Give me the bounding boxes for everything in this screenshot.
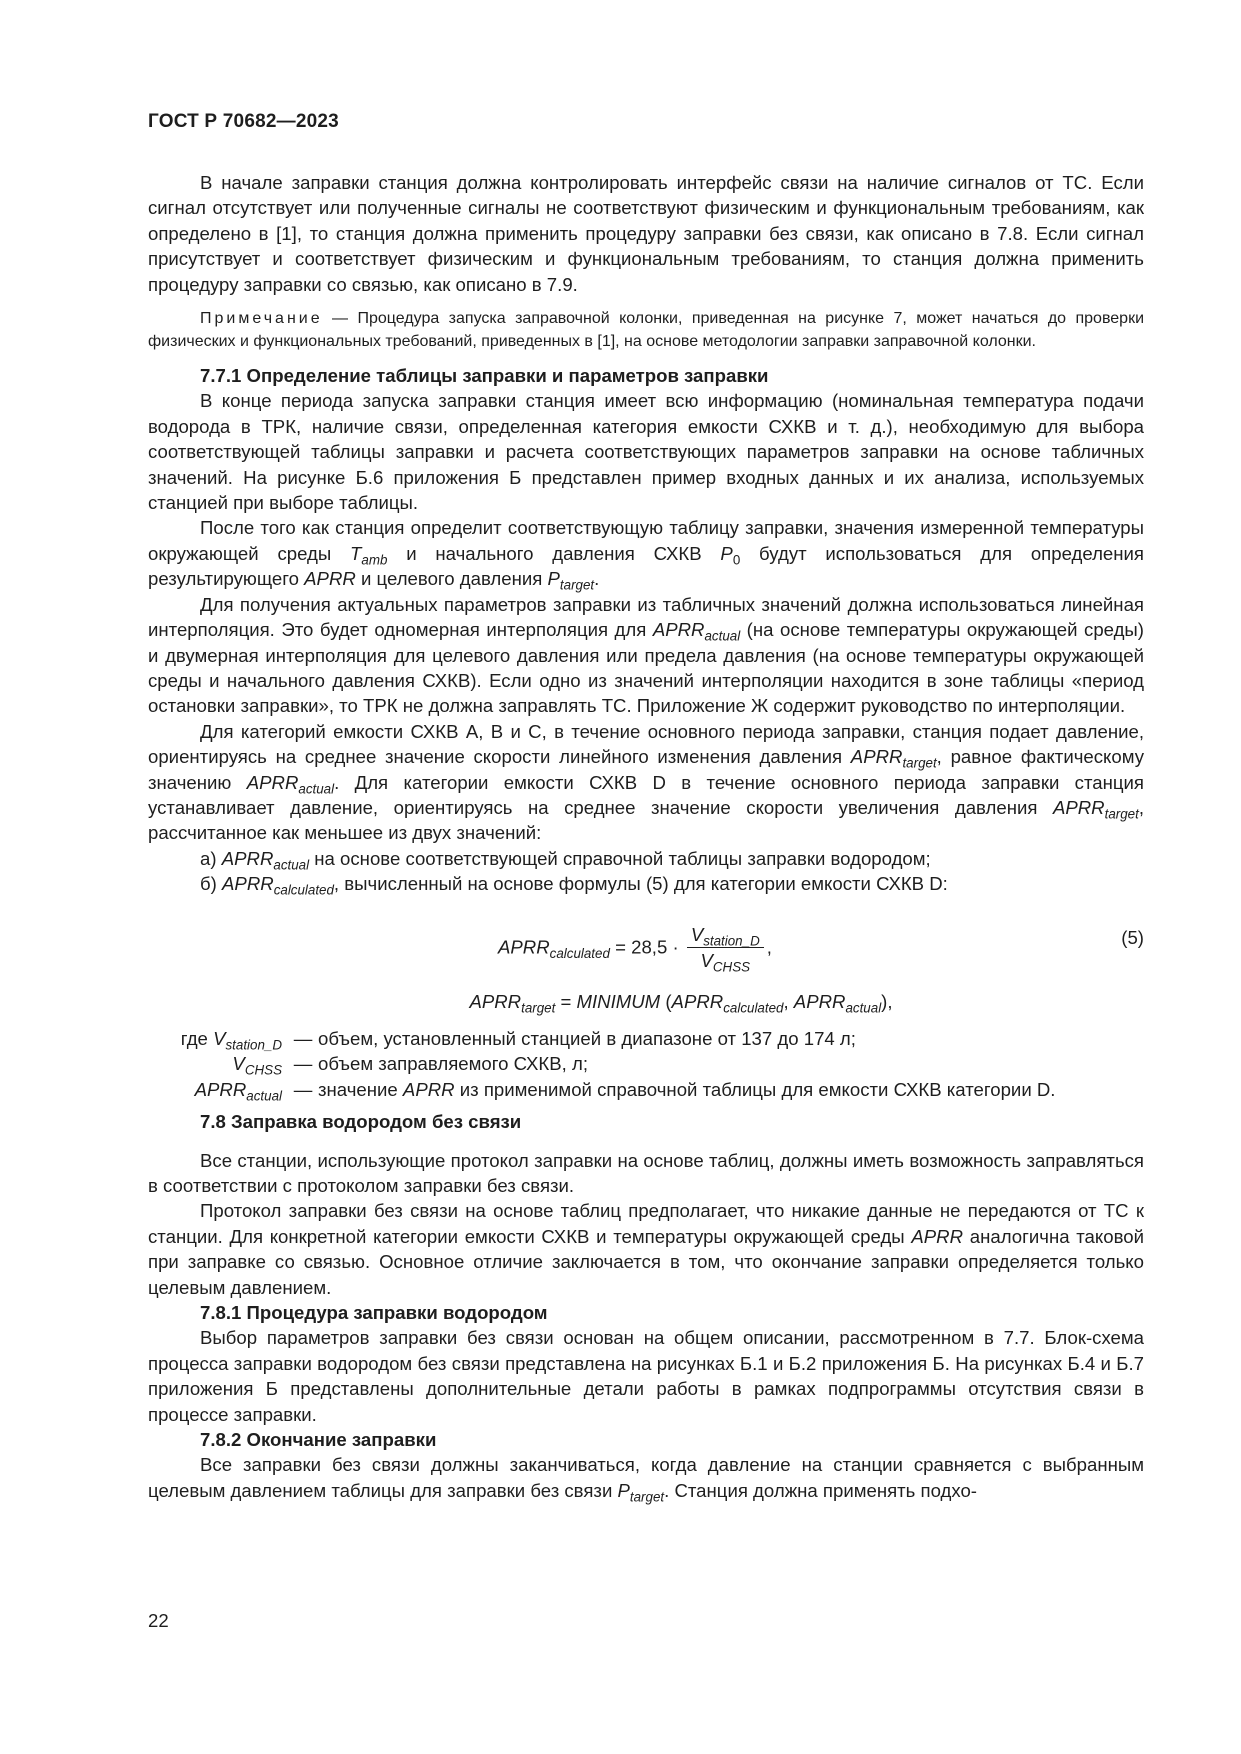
symbol-aprr: APRR (850, 746, 903, 768)
text-run: равное фактическому значению (148, 746, 1145, 793)
page-number: 22 (148, 1610, 169, 1631)
symbol-aprr: APRR (221, 847, 274, 869)
subscript-target: target (629, 1489, 665, 1505)
fraction-numerator (687, 923, 764, 948)
list-marker: а) (200, 847, 217, 869)
symbol-v: V (213, 1027, 226, 1049)
comma: , (887, 990, 893, 1012)
note-label: Примечание (200, 310, 323, 328)
text-run: Протокол заправки без связи на основе таблиц предполагает, что никакие данные не передаются от ТС к станции. Для конкретной категории емкости СХКВ и температуры окружающей среды (148, 1200, 1144, 1247)
symbol-aprr: APRR (222, 873, 274, 895)
symbol-p: P (617, 1479, 630, 1501)
period: . (594, 568, 600, 590)
where-prefix: где (180, 1027, 208, 1049)
period: . (664, 1479, 670, 1501)
paragraph-parameter-selection: Выбор параметров заправки без связи основан на общем описании, рассмотренном в 7.7. Блок-схема процесса заправки водородом без связи представлена на рисунках Б.1 и Б.2 приложения Б. На рисунках Б.4 и Б.7 приложения Б представлены дополнительные детали работы в рамках подпрограммы отсутствия связи в процессе заправки. (148, 1327, 1144, 1425)
text-run: Для категорий емкости СХКВ А, В и С, в течение основного периода заправки, станция подает давление, ориентируясь на среднее значение скорости линейного изменения давления (148, 720, 1144, 768)
paragraph-all-stations: Все станции, использующие протокол заправки на основе таблиц, должны иметь возможность заправляться в соответствии с протоколом заправки без связи. (148, 1149, 1144, 1196)
symbol-aprr: APRR (304, 568, 356, 590)
text-run: Для категории емкости СХКВ D в течение основного периода заправки станция устанавливает давление, ориентируясь на среднее значение скорости увеличения давления (148, 771, 1145, 818)
comma: , (333, 873, 340, 895)
standard-header: ГОСТ Р 70682—2023 (148, 111, 339, 132)
comma: , (766, 935, 772, 957)
comma: , (783, 990, 789, 1012)
symbol-aprr: APRR (469, 990, 522, 1012)
subscript-actual: actual (246, 1088, 282, 1104)
section-heading-7-7-1: 7.7.1 Определение таблицы заправки и параметров заправки (200, 365, 769, 387)
paragraph-table-selected (148, 515, 1144, 591)
text-run: вычисленный на основе формулы (5) для категории емкости СХКВ D: (339, 873, 948, 895)
definition-dash: — (293, 1027, 313, 1049)
subscript-zero: 0 (732, 552, 741, 568)
subscript-target: target (902, 755, 937, 771)
symbol-minimum: MINIMUM (576, 990, 661, 1012)
text-run: Все заправки без связи должны заканчиваться, когда давление на станции сравняется с выбранным целевым давлением таблицы для заправки без связи (148, 1454, 1144, 1501)
symbol-aprr: APRR (194, 1078, 247, 1100)
symbol-aprr: APRR (402, 1078, 455, 1100)
text-run: Станция должна применять подхо- (669, 1479, 978, 1501)
definition-dash: — (293, 1053, 313, 1075)
formula-5 (148, 903, 1144, 979)
section-heading-7-8: 7.8 Заправка водородом без связи (200, 1111, 522, 1133)
definition-text (318, 1077, 1144, 1102)
symbol-aprr: APRR (498, 935, 550, 957)
text-run: из применимой справочной таблицы для емкости СХКВ категории D. (454, 1078, 1056, 1100)
formula-minimum: $APRR_{target}$ = MINIMUM ($APRR_{calculated}$, $APRR_{actual}$), (469, 990, 893, 1016)
equation-number: (5) (1121, 926, 1144, 948)
text-run: будут использоваться для определения результирующего (148, 542, 1144, 590)
text-run: аналогична таковой при заправке со связью. Основное отличие заключается в том, что окончание заправки определяется только целевым давлением. (148, 1225, 1144, 1298)
subscript-calculated: calculated (549, 945, 610, 961)
subscript-target: target (559, 577, 595, 593)
subscript-actual: actual (845, 1000, 882, 1016)
symbol-aprr: APRR (793, 990, 846, 1012)
note-text: — Процедура запуска заправочной колонки, приведенная на рисунке 7, может начаться до проверки физических и функциональных требований, приведенных в [1], на основе методологии заправки заправочной колонки. (148, 310, 1144, 350)
section-heading-7-8-2: 7.8.2 Окончание заправки (200, 1429, 437, 1451)
definition-symbol-aprr-actual (148, 1077, 288, 1102)
symbol-v: V (700, 949, 713, 971)
subscript-calculated: calculated (273, 882, 334, 898)
paragraph-fueling-start: В начале заправки станция должна контролировать интерфейс связи на наличие сигналов от ТС. Если сигнал отсутствует или полученные сигналы не соответствуют физическим и функциональным требованиям, как определено в [1], то станция должна применить процедуру заправки без связи, как описано в 7.8. Если сигнал присутствует и соответствует физическим и функциональным требованиям, то станция должна применить процедуру заправки со связью, как описано в 7.9. (148, 172, 1144, 295)
comma: , (936, 746, 942, 768)
subscript-actual: actual (704, 628, 741, 644)
period: . (334, 771, 340, 793)
note (148, 308, 1144, 353)
symbol-aprr: APRR (1052, 796, 1105, 818)
subscript-target: target (1104, 806, 1139, 822)
symbol-v: V (232, 1053, 245, 1075)
subscript-actual: actual (298, 781, 335, 797)
text-run: (на основе температуры окружающей среды) и двумерная интерполяция для целевого давления или предела давления (на основе температуры окружающей среды и начального давления СХКВ). Если одно из значений интерполяции находится в зоне таблицы «период остановки заправки», то ТРК не должна заправлять ТС. Приложение Ж содержит руководство по интерполяции. (148, 619, 1144, 717)
paragraph-fueling-end (148, 1452, 1144, 1503)
text-run: рассчитанное как меньшее из двух значений: (148, 822, 542, 844)
text-run: значение (318, 1078, 403, 1100)
list-marker: б) (200, 873, 217, 895)
subscript-station-d: station_D (703, 933, 760, 949)
formula-5-expression (498, 923, 772, 974)
definition-symbol-v-station (148, 1026, 288, 1051)
definition-text: объем заправляемого СХКВ, л; (318, 1053, 588, 1075)
text-run: на основе соответствующей справочной таблицы заправки водородом; (309, 847, 931, 869)
symbol-aprr: APRR (671, 990, 724, 1012)
symbol-aprr: APRR (246, 771, 299, 793)
open-paren: ( (665, 990, 672, 1012)
subscript-station-d: station_D (225, 1037, 282, 1053)
text-run: и начального давления СХКВ (387, 542, 721, 564)
formula-coefficient: = 28,5 · (609, 935, 684, 957)
symbol-p: P (720, 542, 733, 564)
list-item-a (148, 846, 1144, 871)
subscript-actual: actual (273, 857, 310, 873)
list-item-b (148, 871, 1144, 896)
close-paren: ) (881, 990, 888, 1012)
document-body (148, 170, 1144, 1503)
fraction-denominator (687, 948, 764, 974)
section-heading-7-8-1: 7.8.1 Процедура заправки водородом (200, 1302, 548, 1324)
subscript-target: target (521, 1000, 556, 1016)
symbol-t: T (350, 542, 362, 564)
subscript-chss: CHSS (244, 1063, 282, 1079)
comma: , (1138, 796, 1144, 818)
definition-dash: — (293, 1078, 313, 1100)
symbol-aprr: APRR (911, 1225, 964, 1247)
symbol-definitions (148, 1026, 1144, 1102)
subscript-chss: CHSS (712, 959, 751, 975)
text-run: Для получения актуальных параметров заправки из табличных значений должна использоваться линейная интерполяция. Это будет одномерная интерполяция для (148, 593, 1144, 641)
definition-symbol-v-chss (148, 1051, 288, 1079)
symbol-aprr: APRR (652, 619, 705, 641)
text-run: и целевого давления (355, 568, 548, 590)
subscript-amb: amb (361, 552, 388, 568)
subscript-calculated: calculated (723, 1000, 784, 1016)
definition-text: объем, установленный станцией в диапазоне от 137 до 174 л; (318, 1027, 856, 1049)
symbol-v: V (690, 923, 704, 945)
text-run: После того как станция определит соответствующую таблицу заправки, значения измеренной температуры окружающей среды (148, 517, 1144, 564)
paragraph-interpolation (148, 592, 1144, 719)
paragraph-no-comm-protocol (148, 1198, 1144, 1300)
paragraph-chss-categories (148, 719, 1144, 846)
fraction (687, 923, 764, 974)
symbol-p: P (547, 568, 560, 590)
paragraph-end-of-startup: В конце периода запуска заправки станция имеет всю информацию (номинальная температура подачи водорода в ТРК, наличие связи, определенная категория емкости СХКВ и т. д.), необходимую для выбора соответствующей таблицы заправки и расчета соответствующих параметров заправки на основе табличных значений. На рисунке Б.6 приложения Б представлен пример входных данных и их анализа, используемых станцией при выборе таблицы. (148, 390, 1144, 514)
